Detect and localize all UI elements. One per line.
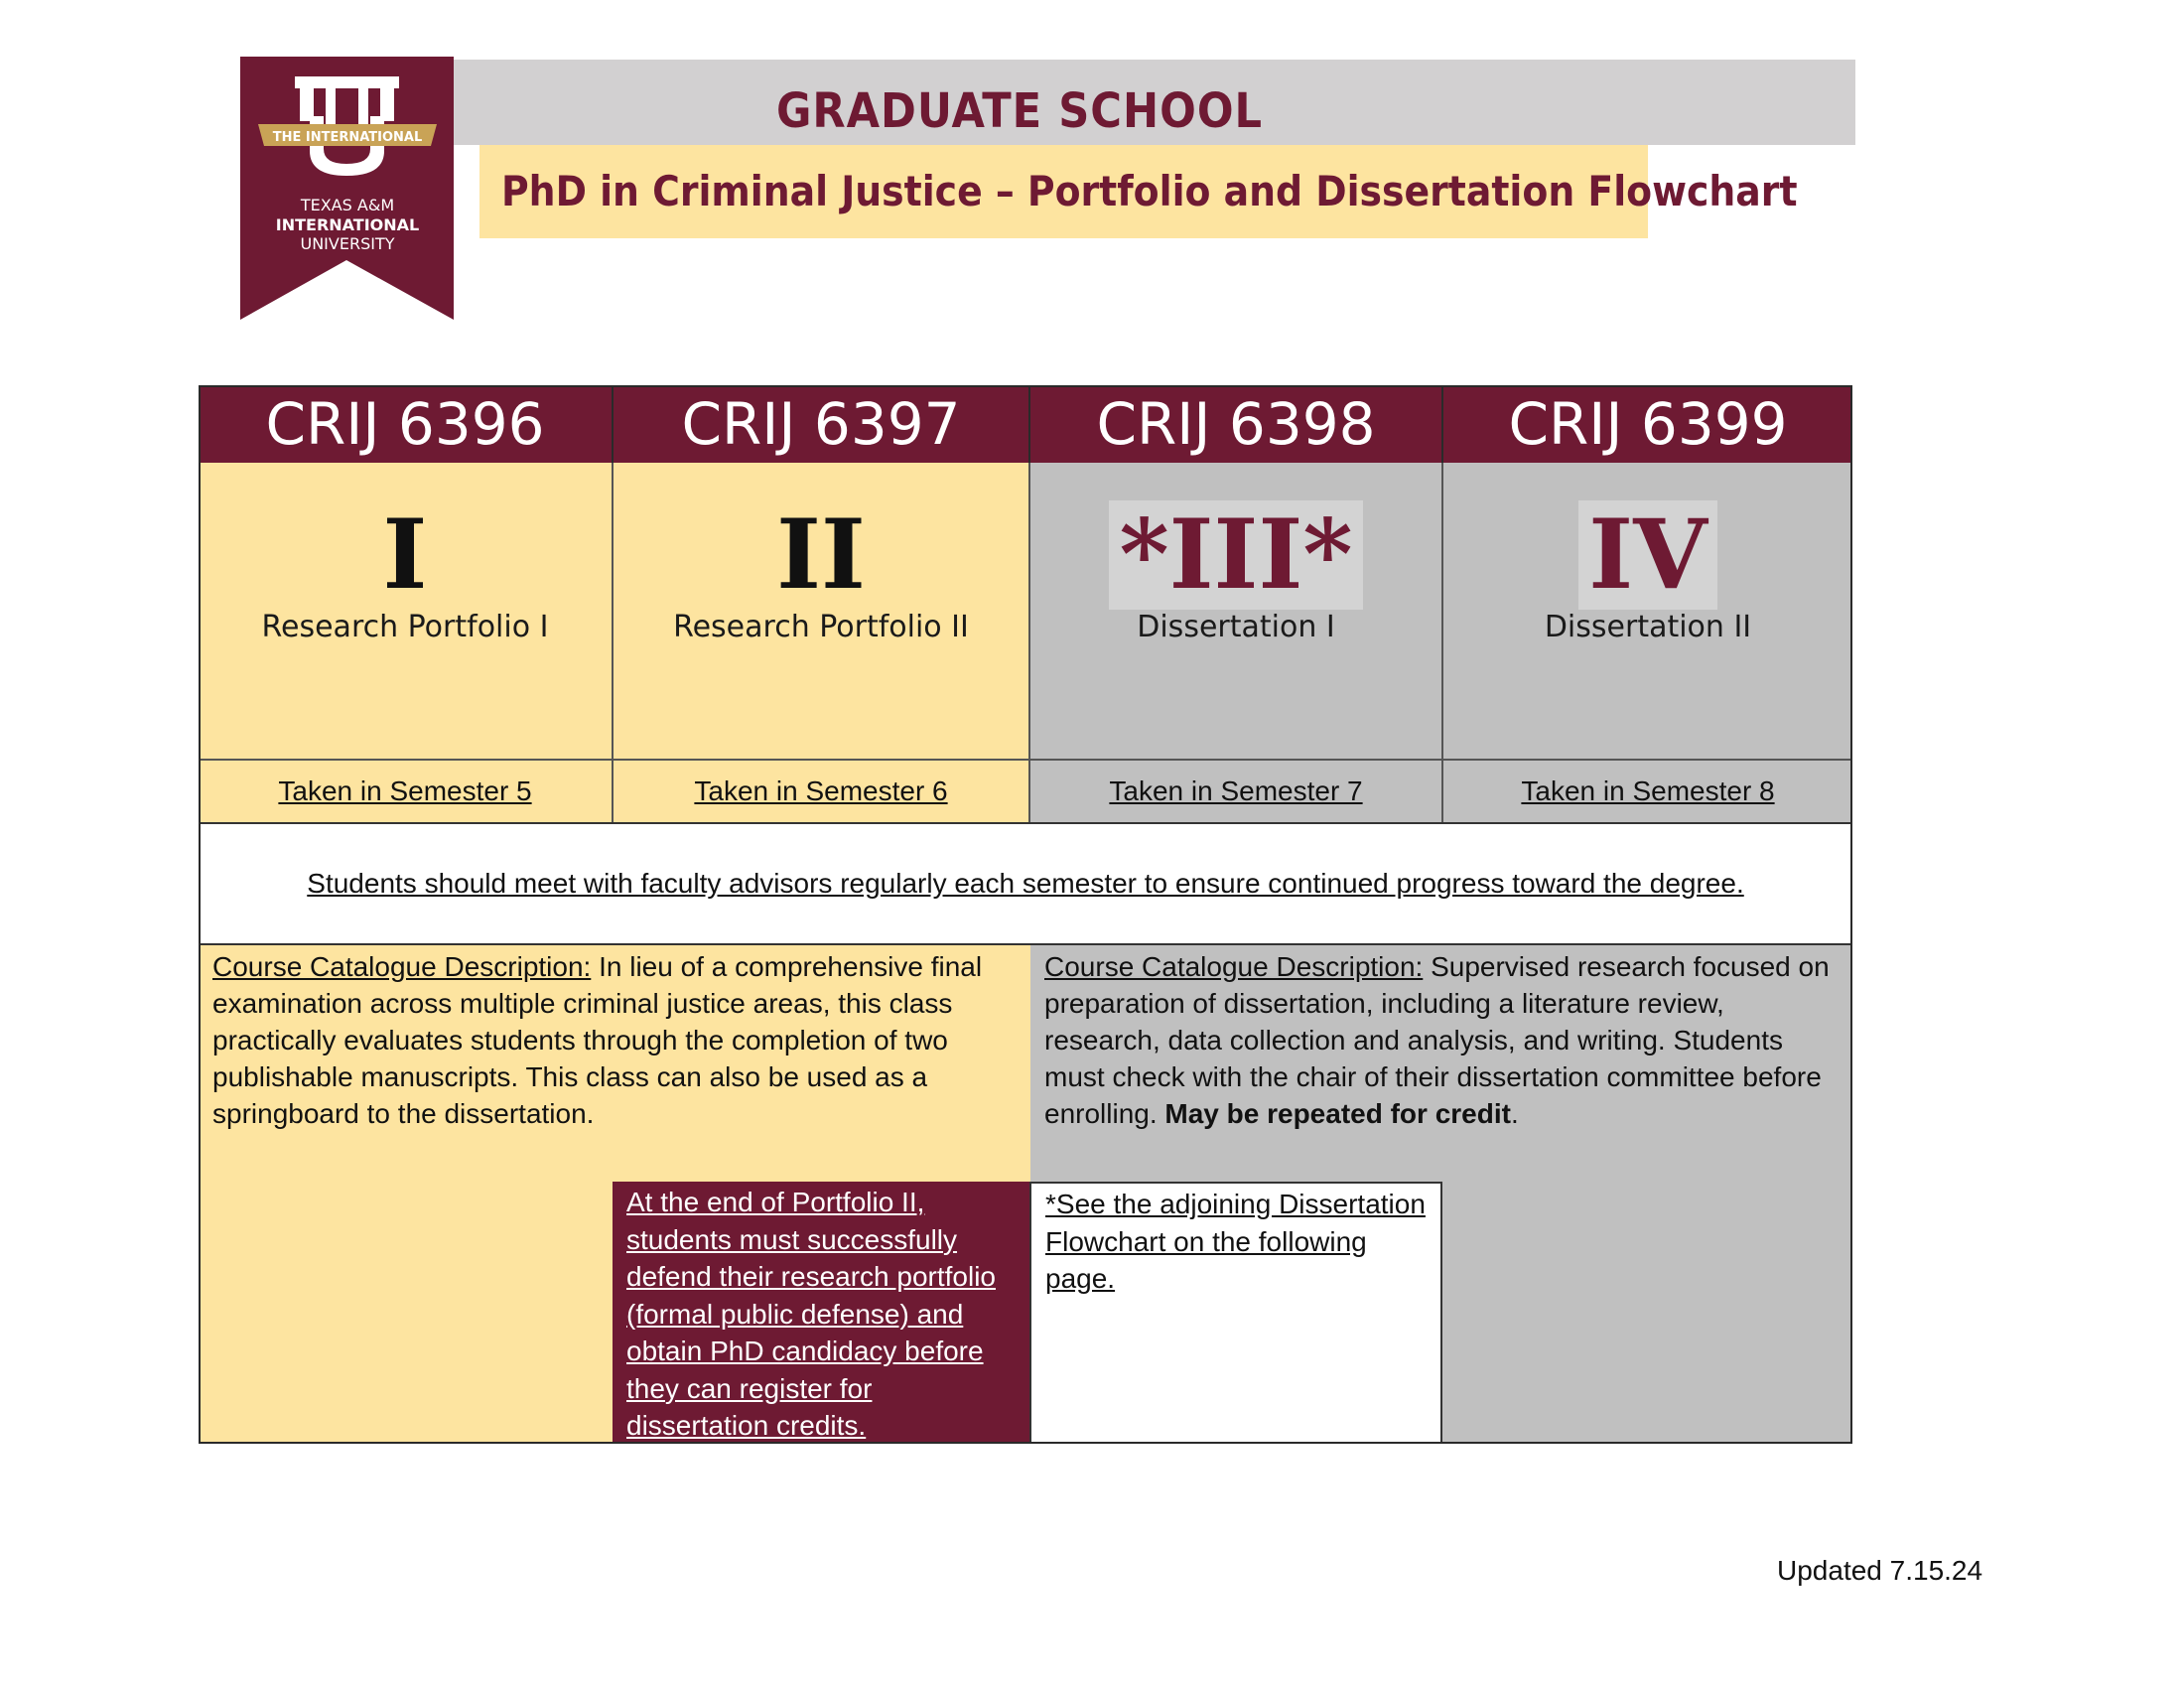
- dissertation-description: Course Catalogue Description: Supervised research focused on preparation of dissertation, including a literature review, research, data collection and analysis, and writing. Students must check with the chair of their dissertation committee before enrolling. May be repeated for credit.: [1030, 945, 1852, 1444]
- course-code-6399: CRIJ 6399: [1443, 385, 1852, 463]
- course-code-6396: CRIJ 6396: [199, 385, 614, 463]
- semester-3: Taken in Semester 7: [1030, 761, 1443, 822]
- roman-numeral-4: IV: [1443, 500, 1852, 610]
- dissertation-description-text: Supervised research focused on preparation of dissertation, including a literature review, research, data collection and analysis, and writing. Students must check with the chair of their dissertation committee before enrolling.: [1044, 951, 1830, 1129]
- course-code-6397: CRIJ 6397: [614, 385, 1030, 463]
- university-logo: [240, 57, 454, 320]
- course-panel-2: [614, 463, 1030, 761]
- semester-4: Taken in Semester 8: [1443, 761, 1852, 822]
- semester-2: Taken in Semester 6: [614, 761, 1030, 822]
- course-panel-1: [199, 463, 614, 761]
- roman-numeral-1: I: [382, 498, 428, 611]
- updated-date: Updated 7.15.24: [1777, 1555, 1983, 1586]
- flowchart-reference-note: *See the adjoining Dissertation Flowchart on the following page.: [1029, 1182, 1442, 1444]
- logo-line3: UNIVERSITY: [300, 234, 395, 253]
- page-subtitle: PhD in Criminal Justice – Portfolio and Dissertation Flowchart: [479, 145, 1648, 238]
- roman-numeral-3: *III*: [1030, 500, 1441, 610]
- course-name-4: Dissertation II: [1544, 610, 1752, 644]
- course-panel-4: [1443, 463, 1852, 761]
- defense-note: At the end of Portfolio II, students must successfully defend their research portfolio (formal public defense) and obtain PhD candidacy before they can register for dissertation credits.: [613, 1182, 1029, 1444]
- course-code-6398: CRIJ 6398: [1030, 385, 1443, 463]
- page-title: GRADUATE SCHOOL: [775, 83, 1264, 139]
- logo-tagline: THE INTERNATIONAL: [272, 130, 423, 145]
- course-name-2: Research Portfolio II: [673, 610, 969, 644]
- course-name-3: Dissertation I: [1137, 610, 1335, 644]
- semester-1: Taken in Semester 5: [199, 761, 614, 822]
- dissertation-repeat-note: May be repeated for credit: [1164, 1098, 1511, 1129]
- portfolio-description-label: Course Catalogue Description:: [212, 951, 592, 982]
- dissertation-description-label: Course Catalogue Description:: [1044, 951, 1424, 982]
- roman-numeral-2: II: [776, 498, 866, 611]
- advisor-note: Students should meet with faculty advisors regularly each semester to ensure continued progress toward the degree.: [199, 822, 1852, 945]
- logo-line1: TEXAS A&M: [300, 196, 395, 214]
- course-name-1: Research Portfolio I: [261, 610, 549, 644]
- portfolio-description-text: In lieu of a comprehensive final examination across multiple criminal justice areas, this class practically evaluates students through the completion of two publishable manuscripts. This class can also be used as a springboard to the dissertation.: [212, 951, 983, 1129]
- course-panel-3: [1030, 463, 1443, 761]
- logo-line2: INTERNATIONAL: [275, 215, 420, 234]
